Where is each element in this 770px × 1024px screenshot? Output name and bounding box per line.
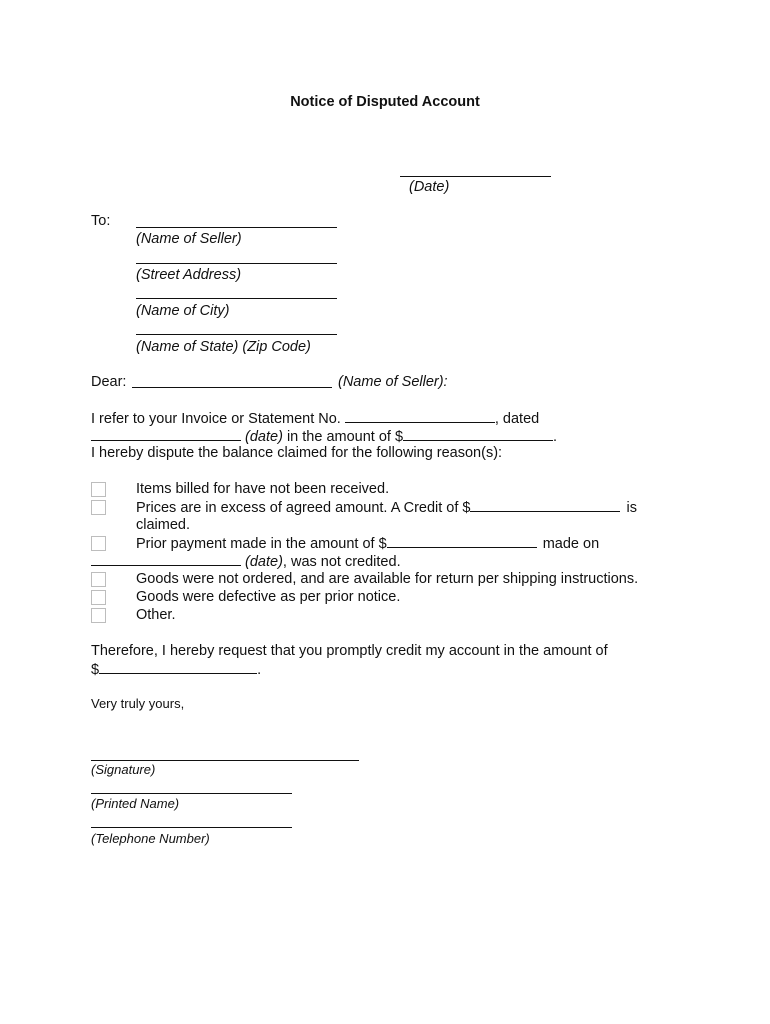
invoice-date-label: (date) [245,429,283,445]
reason-prior-payment-made-on: made on [542,536,600,552]
to-label: To: [91,213,111,229]
invoice-text-5: . [553,429,558,445]
reason-prior-payment-text: Prior payment made in the amount of $ [136,536,387,552]
reason-checkbox-prior-payment[interactable] [91,536,106,551]
prior-payment-amount-blank[interactable] [387,535,537,548]
reason-checkbox-not-received[interactable] [91,482,106,497]
printed-name-label: (Printed Name) [91,796,180,811]
invoice-line-2 [91,428,557,445]
invoice-number-blank[interactable] [345,410,495,423]
telephone-label: (Telephone Number) [91,831,210,846]
reason-other: Other. [136,607,176,623]
state-zip-label: (Name of State) (Zip Code) [136,339,311,355]
reason-prior-payment-not-credited: , was not credited. [282,554,401,570]
invoice-text-4: in the amount of $ [286,429,404,445]
reason-prices-excess-text: Prices are in excess of agreed amount. A Credit of $ [136,500,471,516]
greeting-prefix: Dear: [91,374,127,390]
street-address-label: (Street Address) [136,267,242,283]
street-address-line[interactable] [136,263,337,264]
request-line-2 [91,661,261,678]
city-label: (Name of City) [136,303,230,319]
invoice-text-1: I refer to your Invoice or Statement No. [91,411,341,427]
closing: Very truly yours, [91,696,185,711]
reason-checkbox-other[interactable] [91,608,106,623]
request-line-1: Therefore, I hereby request that you promptly credit my account in the amount of [91,643,608,659]
invoice-amount-blank[interactable] [403,428,553,441]
reason-prices-excess-is: is [626,500,637,516]
reason-not-received: Items billed for have not been received. [136,481,390,497]
request-dollar: $ [91,662,100,678]
telephone-line[interactable] [91,827,292,828]
invoice-line-1 [91,410,539,427]
invoice-text-2: , dated [494,411,540,427]
date-line[interactable] [400,176,551,177]
printed-name-line[interactable] [91,793,292,794]
seller-name-line[interactable] [136,227,337,228]
reason-checkbox-not-ordered[interactable] [91,572,106,587]
reason-defective: Goods were defective as per prior notice. [136,589,401,605]
page-title: Notice of Disputed Account [290,94,480,110]
invoice-line-3: I hereby dispute the balance claimed for the following reason(s): [91,445,503,461]
invoice-date-blank[interactable] [91,428,241,441]
credit-amount-blank[interactable] [470,499,620,512]
signature-label: (Signature) [91,762,156,777]
city-line[interactable] [136,298,337,299]
reason-checkbox-defective[interactable] [91,590,106,605]
greeting-seller-line[interactable] [132,387,332,388]
request-amount-blank[interactable] [99,661,257,674]
reason-prior-payment-line [136,535,599,552]
reason-prior-payment-line-2 [91,553,401,570]
date-label: (Date) [409,179,450,195]
prior-payment-date-label: (date) [245,554,283,570]
signature-line[interactable] [91,760,359,761]
reason-prices-excess-claimed: claimed. [136,517,190,533]
seller-name-label: (Name of Seller) [136,231,242,247]
request-period: . [257,662,262,678]
prior-payment-date-blank[interactable] [91,553,241,566]
reason-checkbox-prices-excess[interactable] [91,500,106,515]
reason-prices-excess-line [136,499,637,516]
greeting-suffix: (Name of Seller): [338,374,448,390]
reason-not-ordered: Goods were not ordered, and are available for return per shipping instructions. [136,571,639,587]
state-zip-line[interactable] [136,334,337,335]
